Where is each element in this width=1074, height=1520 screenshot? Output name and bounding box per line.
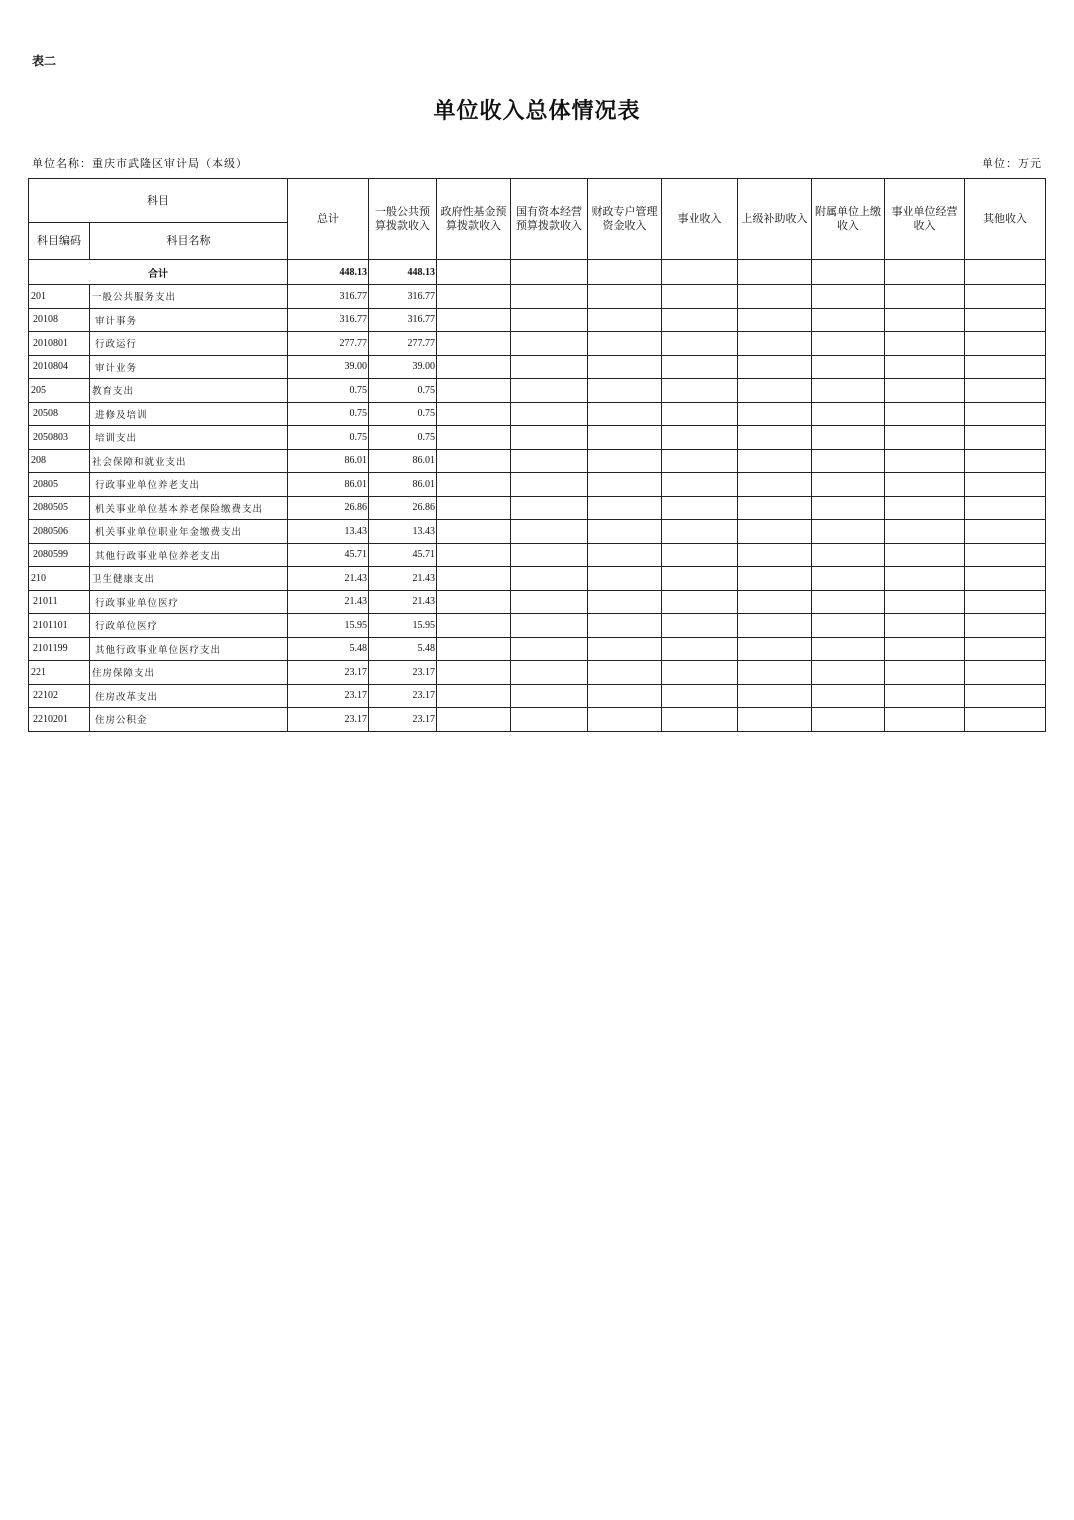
empty-cell — [662, 449, 738, 473]
subject-code: 20108 — [29, 308, 90, 332]
empty-cell — [588, 308, 662, 332]
subject-name: 其他行政事业单位医疗支出 — [90, 637, 288, 661]
subject-name: 住房保障支出 — [90, 661, 288, 685]
total-value: 21.43 — [288, 567, 369, 591]
header-subject-name: 科目名称 — [90, 223, 288, 260]
subject-name: 行政运行 — [90, 332, 288, 356]
total-value: 316.77 — [288, 308, 369, 332]
empty-cell — [662, 614, 738, 638]
subject-name: 一般公共服务支出 — [90, 285, 288, 309]
empty-cell — [738, 637, 812, 661]
empty-cell — [965, 285, 1046, 309]
total-value: 13.43 — [288, 520, 369, 544]
header-state-capital: 国有资本经营预算拨款收入 — [511, 179, 588, 260]
empty-cell — [662, 379, 738, 403]
general-budget-value: 45.71 — [369, 543, 437, 567]
empty-cell — [812, 520, 885, 544]
table-row — [29, 590, 1046, 614]
empty-cell — [437, 684, 511, 708]
empty-cell — [511, 661, 588, 685]
table-row — [29, 355, 1046, 379]
total-general-budget: 448.13 — [369, 260, 437, 285]
empty-cell — [588, 402, 662, 426]
empty-cell — [812, 614, 885, 638]
empty-cell — [885, 449, 965, 473]
empty-cell — [511, 355, 588, 379]
empty-cell — [812, 684, 885, 708]
empty-cell — [662, 260, 738, 285]
empty-cell — [437, 567, 511, 591]
table-row — [29, 543, 1046, 567]
total-value: 23.17 — [288, 708, 369, 732]
subject-code: 2080599 — [29, 543, 90, 567]
empty-cell — [437, 426, 511, 450]
empty-cell — [738, 708, 812, 732]
empty-cell — [965, 567, 1046, 591]
empty-cell — [588, 637, 662, 661]
empty-cell — [588, 355, 662, 379]
empty-cell — [588, 684, 662, 708]
empty-cell — [437, 332, 511, 356]
subject-code: 2080505 — [29, 496, 90, 520]
empty-cell — [588, 590, 662, 614]
empty-cell — [662, 332, 738, 356]
subject-name: 行政单位医疗 — [90, 614, 288, 638]
empty-cell — [812, 308, 885, 332]
empty-cell — [437, 379, 511, 403]
subject-name: 社会保障和就业支出 — [90, 449, 288, 473]
empty-cell — [738, 402, 812, 426]
empty-cell — [437, 260, 511, 285]
table-row — [29, 708, 1046, 732]
subject-code: 201 — [29, 285, 90, 309]
empty-cell — [738, 661, 812, 685]
general-budget-value: 0.75 — [369, 426, 437, 450]
general-budget-value: 15.95 — [369, 614, 437, 638]
empty-cell — [812, 402, 885, 426]
empty-cell — [812, 567, 885, 591]
empty-cell — [965, 402, 1046, 426]
general-budget-value: 23.17 — [369, 708, 437, 732]
empty-cell — [511, 590, 588, 614]
empty-cell — [662, 496, 738, 520]
unit-name: 单位名称：重庆市武隆区审计局（本级） — [32, 157, 248, 170]
general-budget-value: 23.17 — [369, 684, 437, 708]
table-row — [29, 567, 1046, 591]
empty-cell — [965, 637, 1046, 661]
empty-cell — [738, 426, 812, 450]
page-title: 单位收入总体情况表 — [433, 98, 641, 124]
total-value: 21.43 — [288, 590, 369, 614]
header-special-account: 财政专户管理资金收入 — [588, 179, 662, 260]
table-row — [29, 332, 1046, 356]
subject-name: 审计事务 — [90, 308, 288, 332]
subject-code: 221 — [29, 661, 90, 685]
empty-cell — [437, 637, 511, 661]
empty-cell — [738, 379, 812, 403]
table-tag: 表二 — [32, 54, 57, 68]
general-budget-value: 0.75 — [369, 402, 437, 426]
empty-cell — [738, 355, 812, 379]
empty-cell — [511, 260, 588, 285]
empty-cell — [965, 708, 1046, 732]
empty-cell — [662, 708, 738, 732]
empty-cell — [885, 520, 965, 544]
general-budget-value: 39.00 — [369, 355, 437, 379]
empty-cell — [588, 567, 662, 591]
subject-code: 20508 — [29, 402, 90, 426]
table-row — [29, 614, 1046, 638]
table-row — [29, 520, 1046, 544]
total-total: 448.13 — [288, 260, 369, 285]
header-gov-fund: 政府性基金预算拨款收入 — [437, 179, 511, 260]
empty-cell — [662, 637, 738, 661]
subject-code: 205 — [29, 379, 90, 403]
empty-cell — [885, 614, 965, 638]
total-value: 277.77 — [288, 332, 369, 356]
empty-cell — [437, 590, 511, 614]
empty-cell — [885, 496, 965, 520]
table-row — [29, 496, 1046, 520]
subject-name: 机关事业单位职业年金缴费支出 — [90, 520, 288, 544]
empty-cell — [511, 402, 588, 426]
subject-code: 20805 — [29, 473, 90, 497]
general-budget-value: 277.77 — [369, 332, 437, 356]
empty-cell — [885, 590, 965, 614]
total-value: 5.48 — [288, 637, 369, 661]
empty-cell — [965, 473, 1046, 497]
subject-name: 行政事业单位医疗 — [90, 590, 288, 614]
table-row — [29, 379, 1046, 403]
subject-code: 2210201 — [29, 708, 90, 732]
header-total: 总计 — [288, 179, 369, 260]
total-value: 316.77 — [288, 285, 369, 309]
subject-code: 2101101 — [29, 614, 90, 638]
empty-cell — [437, 449, 511, 473]
empty-cell — [511, 449, 588, 473]
empty-cell — [738, 684, 812, 708]
total-value: 23.17 — [288, 684, 369, 708]
empty-cell — [662, 285, 738, 309]
subject-name: 教育支出 — [90, 379, 288, 403]
total-value: 0.75 — [288, 402, 369, 426]
empty-cell — [812, 473, 885, 497]
empty-cell — [965, 355, 1046, 379]
empty-cell — [738, 520, 812, 544]
empty-cell — [885, 260, 965, 285]
subject-name: 住房改革支出 — [90, 684, 288, 708]
empty-cell — [738, 614, 812, 638]
general-budget-value: 316.77 — [369, 285, 437, 309]
empty-cell — [662, 308, 738, 332]
empty-cell — [812, 661, 885, 685]
empty-cell — [437, 402, 511, 426]
empty-cell — [662, 684, 738, 708]
subject-name: 行政事业单位养老支出 — [90, 473, 288, 497]
empty-cell — [812, 260, 885, 285]
empty-cell — [812, 332, 885, 356]
empty-cell — [965, 260, 1046, 285]
empty-cell — [738, 285, 812, 309]
subject-code: 2050803 — [29, 426, 90, 450]
empty-cell — [662, 661, 738, 685]
empty-cell — [812, 426, 885, 450]
empty-cell — [588, 449, 662, 473]
general-budget-value: 21.43 — [369, 590, 437, 614]
table-row — [29, 308, 1046, 332]
empty-cell — [738, 567, 812, 591]
empty-cell — [885, 473, 965, 497]
subject-name: 卫生健康支出 — [90, 567, 288, 591]
empty-cell — [965, 332, 1046, 356]
empty-cell — [965, 449, 1046, 473]
empty-cell — [511, 308, 588, 332]
empty-cell — [885, 402, 965, 426]
empty-cell — [662, 590, 738, 614]
subject-code: 2010801 — [29, 332, 90, 356]
empty-cell — [588, 379, 662, 403]
empty-cell — [812, 379, 885, 403]
empty-cell — [812, 637, 885, 661]
empty-cell — [738, 590, 812, 614]
total-value: 39.00 — [288, 355, 369, 379]
empty-cell — [437, 661, 511, 685]
subject-code: 2101199 — [29, 637, 90, 661]
subject-name: 审计业务 — [90, 355, 288, 379]
general-budget-value: 316.77 — [369, 308, 437, 332]
subject-code: 2080506 — [29, 520, 90, 544]
total-value: 23.17 — [288, 661, 369, 685]
empty-cell — [588, 285, 662, 309]
total-value: 0.75 — [288, 379, 369, 403]
unit-label: 单位：万元 — [982, 157, 1042, 170]
empty-cell — [738, 308, 812, 332]
empty-cell — [965, 426, 1046, 450]
header-other: 其他收入 — [965, 179, 1046, 260]
empty-cell — [437, 708, 511, 732]
table-row — [29, 285, 1046, 309]
header-general-budget: 一般公共预算拨款收入 — [369, 179, 437, 260]
empty-cell — [885, 426, 965, 450]
empty-cell — [662, 355, 738, 379]
empty-cell — [812, 590, 885, 614]
total-value: 86.01 — [288, 449, 369, 473]
general-budget-value: 5.48 — [369, 637, 437, 661]
empty-cell — [437, 285, 511, 309]
subject-code: 210 — [29, 567, 90, 591]
subject-name: 培训支出 — [90, 426, 288, 450]
empty-cell — [588, 520, 662, 544]
table-row — [29, 426, 1046, 450]
total-value: 26.86 — [288, 496, 369, 520]
empty-cell — [885, 379, 965, 403]
empty-cell — [812, 708, 885, 732]
empty-cell — [662, 520, 738, 544]
empty-cell — [511, 614, 588, 638]
empty-cell — [588, 473, 662, 497]
empty-cell — [738, 543, 812, 567]
subject-name: 机关事业单位基本养老保险缴费支出 — [90, 496, 288, 520]
subject-name: 其他行政事业单位养老支出 — [90, 543, 288, 567]
empty-cell — [588, 496, 662, 520]
empty-cell — [588, 260, 662, 285]
header-operating: 事业单位经营收入 — [885, 179, 965, 260]
empty-cell — [885, 543, 965, 567]
empty-cell — [437, 473, 511, 497]
total-row — [29, 260, 1046, 285]
empty-cell — [885, 355, 965, 379]
table-row — [29, 473, 1046, 497]
empty-cell — [738, 496, 812, 520]
empty-cell — [965, 590, 1046, 614]
subject-code: 22102 — [29, 684, 90, 708]
empty-cell — [437, 308, 511, 332]
empty-cell — [437, 543, 511, 567]
empty-cell — [662, 473, 738, 497]
empty-cell — [965, 379, 1046, 403]
total-value: 86.01 — [288, 473, 369, 497]
empty-cell — [812, 496, 885, 520]
header-subject: 科目 — [29, 179, 288, 223]
empty-cell — [812, 355, 885, 379]
general-budget-value: 13.43 — [369, 520, 437, 544]
empty-cell — [965, 543, 1046, 567]
empty-cell — [662, 426, 738, 450]
empty-cell — [511, 285, 588, 309]
header-business: 事业收入 — [662, 179, 738, 260]
empty-cell — [588, 614, 662, 638]
empty-cell — [588, 426, 662, 450]
header-affiliated: 附属单位上缴收入 — [812, 179, 885, 260]
empty-cell — [965, 684, 1046, 708]
subject-code: 2010804 — [29, 355, 90, 379]
table-row — [29, 402, 1046, 426]
empty-cell — [511, 637, 588, 661]
empty-cell — [965, 520, 1046, 544]
empty-cell — [738, 260, 812, 285]
empty-cell — [511, 708, 588, 732]
empty-cell — [511, 567, 588, 591]
empty-cell — [738, 449, 812, 473]
empty-cell — [437, 520, 511, 544]
empty-cell — [885, 285, 965, 309]
empty-cell — [511, 496, 588, 520]
empty-cell — [885, 567, 965, 591]
empty-cell — [738, 332, 812, 356]
total-label: 合计 — [29, 260, 288, 285]
empty-cell — [511, 379, 588, 403]
empty-cell — [738, 473, 812, 497]
empty-cell — [588, 332, 662, 356]
total-value: 0.75 — [288, 426, 369, 450]
empty-cell — [437, 355, 511, 379]
general-budget-value: 0.75 — [369, 379, 437, 403]
empty-cell — [511, 520, 588, 544]
empty-cell — [511, 543, 588, 567]
total-value: 15.95 — [288, 614, 369, 638]
header-subject-code: 科目编码 — [29, 223, 90, 260]
empty-cell — [588, 708, 662, 732]
table-row — [29, 684, 1046, 708]
table-row — [29, 449, 1046, 473]
empty-cell — [662, 543, 738, 567]
empty-cell — [885, 708, 965, 732]
table-row — [29, 637, 1046, 661]
empty-cell — [965, 496, 1046, 520]
empty-cell — [511, 426, 588, 450]
empty-cell — [885, 661, 965, 685]
general-budget-value: 21.43 — [369, 567, 437, 591]
empty-cell — [662, 567, 738, 591]
empty-cell — [885, 637, 965, 661]
empty-cell — [965, 661, 1046, 685]
empty-cell — [437, 614, 511, 638]
income-table — [28, 178, 1046, 732]
header-superior-subsidy: 上级补助收入 — [738, 179, 812, 260]
empty-cell — [812, 543, 885, 567]
empty-cell — [965, 614, 1046, 638]
total-value: 45.71 — [288, 543, 369, 567]
empty-cell — [812, 449, 885, 473]
empty-cell — [437, 496, 511, 520]
empty-cell — [588, 661, 662, 685]
empty-cell — [885, 684, 965, 708]
subject-code: 208 — [29, 449, 90, 473]
empty-cell — [812, 285, 885, 309]
empty-cell — [511, 684, 588, 708]
general-budget-value: 23.17 — [369, 661, 437, 685]
general-budget-value: 86.01 — [369, 449, 437, 473]
empty-cell — [662, 402, 738, 426]
table-row — [29, 661, 1046, 685]
general-budget-value: 86.01 — [369, 473, 437, 497]
empty-cell — [511, 332, 588, 356]
subject-code: 21011 — [29, 590, 90, 614]
empty-cell — [885, 332, 965, 356]
empty-cell — [965, 308, 1046, 332]
general-budget-value: 26.86 — [369, 496, 437, 520]
empty-cell — [588, 543, 662, 567]
empty-cell — [511, 473, 588, 497]
empty-cell — [885, 308, 965, 332]
subject-name: 住房公积金 — [90, 708, 288, 732]
subject-name: 进修及培训 — [90, 402, 288, 426]
